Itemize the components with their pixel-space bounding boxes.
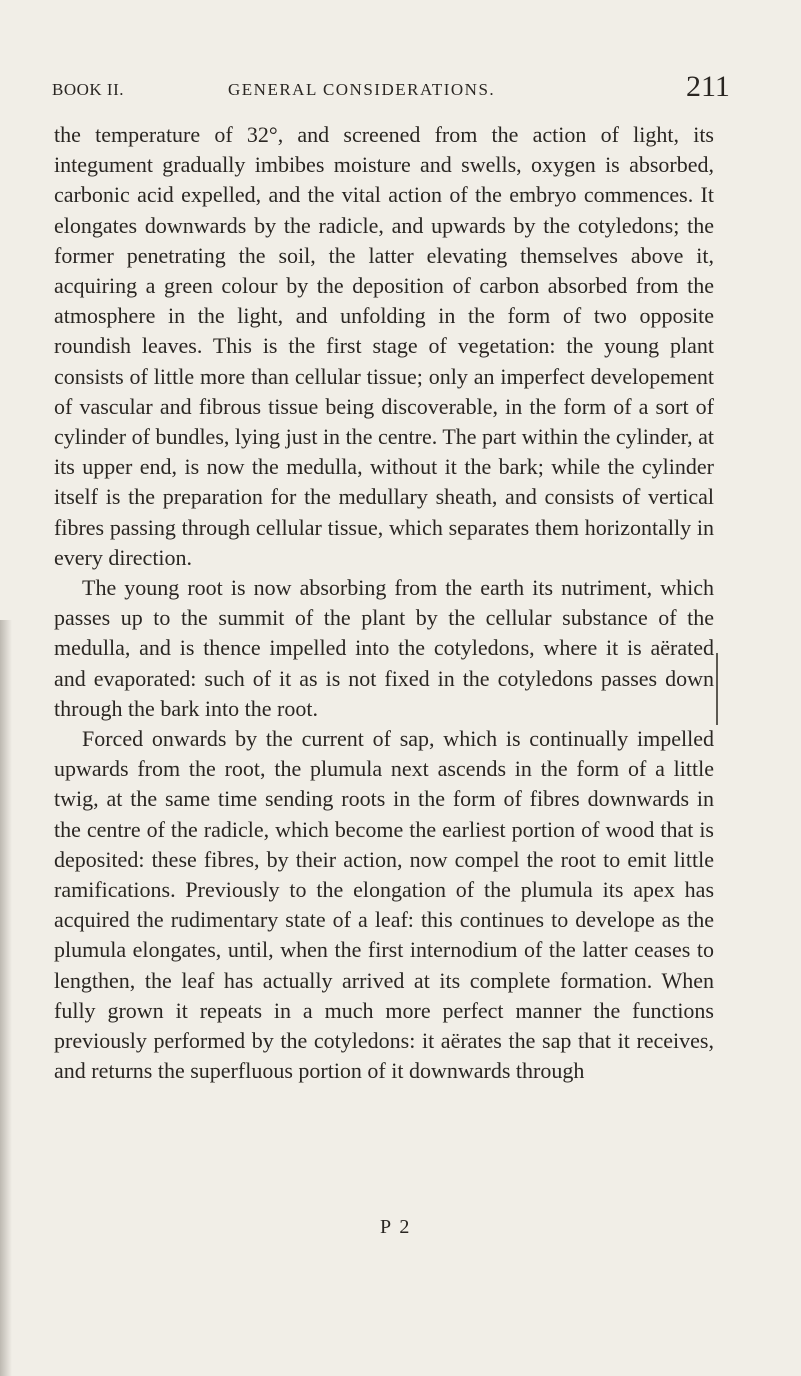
paragraph-1: the temperature of 32°, and screened from the action of light, its integument gradually imbibes moisture and swells, oxygen is absorbed, carbonic acid expelled, and the vital action of the embryo commences. It elongates downwards by the radicle, and upwards by the cotyledons; the former penetrating the soil, the latter elevating themselves above it, acquiring a green colour by the deposition of carbon absorbed from the atmosphere in the light, and unfolding in the form of two opposite roundish leaves. This is the first stage of vegetation: the young plant consists of little more than cellular tissue; only an imperfect developement of vascular and fibrous tissue being discoverable, in the form of a sort of cylinder of bundles, lying just in the centre. The part within the cylinder, at its upper end, is now the medulla, without it the bark; while the cylinder itself is the preparation for the medullary sheath, and consists of vertical fibres passing through cellular tissue, which separates them horizontally in every direction. <box>54 122 714 570</box>
paragraph-2: The young root is now absorbing from the earth its nutriment, which passes up to the summit of the plant by the cellular substance of the medulla, and is thence impelled into the cotyledons, where it is aërated and evaporated: such of it as is not fixed in the cotyledons passes down through the bark into the root. <box>54 575 714 721</box>
running-header <box>52 70 752 110</box>
body-text <box>54 120 714 1087</box>
page-edge-shadow <box>0 620 12 1376</box>
signature-mark: P 2 <box>380 1216 412 1238</box>
chapter-title: GENERAL CONSIDERATIONS. <box>228 80 496 99</box>
book-label: BOOK II. <box>52 80 124 99</box>
margin-bracket <box>716 653 724 725</box>
handwritten-margin-note <box>716 645 796 735</box>
paragraph-3: Forced onwards by the current of sap, which is continually impelled upwards from the root, the plumula next ascends in the form of a little twig, at the same time sending roots in the form of fibres downwards in the centre of the radicle, which become the earliest portion of wood that is deposited: these fibres, by their action, now compel the root to emit little ramifications. Previously to the elongation of the plumula its apex has acquired the rudimentary state of a leaf: this continues to develope as the plumula elongates, until, when the first internodium of the latter ceases to lengthen, the leaf has actually arrived at its complete formation. When fully grown it repeats in a much more perfect manner the functions previously performed by the cotyledons: it aërates the sap that it receives, and returns the superfluous portion of it downwards through <box>54 726 714 1084</box>
page-number: 211 <box>686 70 730 103</box>
